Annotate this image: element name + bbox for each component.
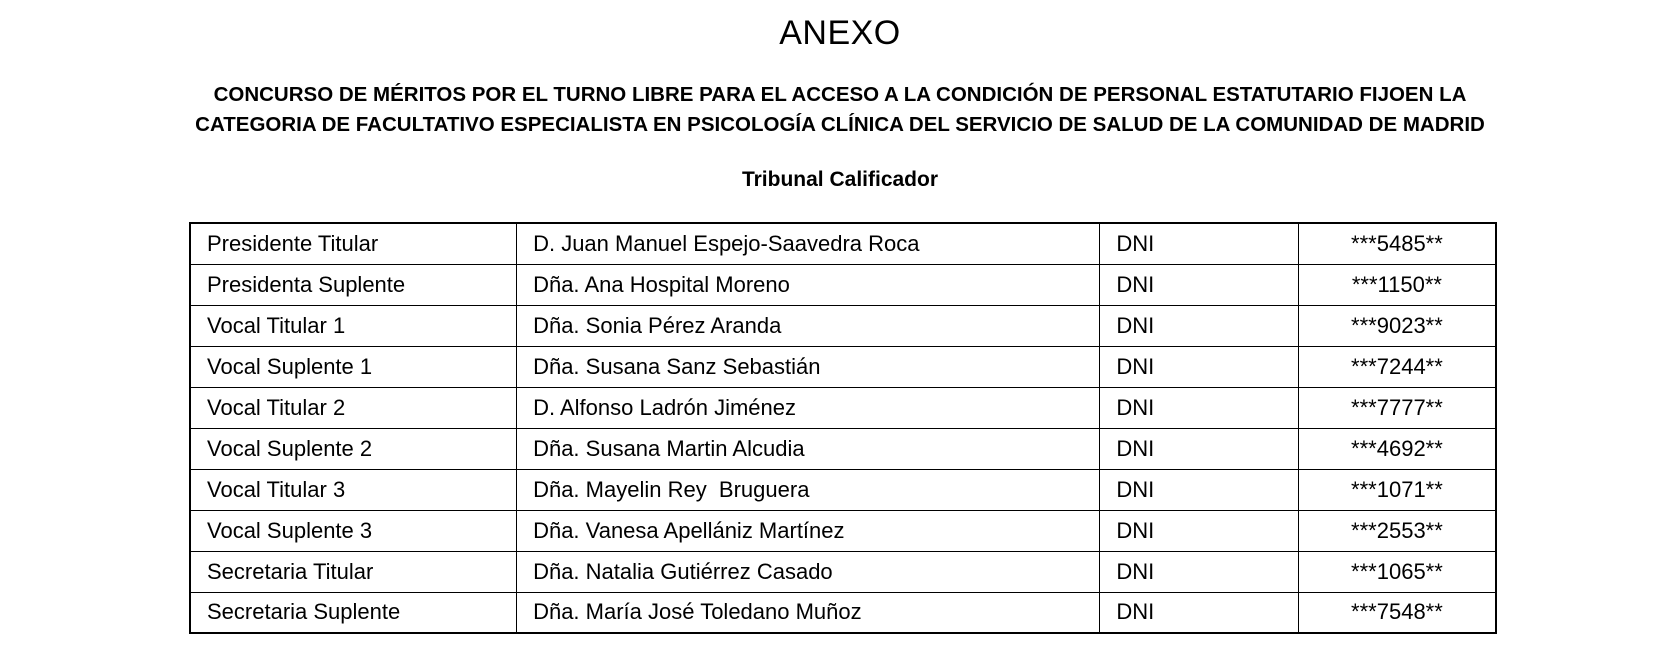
member-doc-number: ***1065** (1298, 551, 1496, 592)
member-doc-number: ***2553** (1298, 510, 1496, 551)
member-name: Dña. Natalia Gutiérrez Casado (517, 551, 1100, 592)
member-doc-type: DNI (1100, 592, 1298, 633)
table-row (190, 387, 1496, 428)
member-doc-type: DNI (1100, 387, 1298, 428)
member-doc-type: DNI (1100, 223, 1298, 264)
table-row (190, 510, 1496, 551)
member-doc-number: ***1071** (1298, 469, 1496, 510)
member-doc-number: ***9023** (1298, 305, 1496, 346)
member-doc-type: DNI (1100, 469, 1298, 510)
member-role: Vocal Suplente 3 (190, 510, 517, 551)
subtitle-line-2: CATEGORIA DE FACULTATIVO ESPECIALISTA EN PSICOLOGÍA CLÍNICA DEL SERVICIO DE SALUD DE LA COMUNIDAD DE MADRID (195, 113, 1485, 136)
member-name: Dña. Susana Martin Alcudia (517, 428, 1100, 469)
member-role: Vocal Titular 2 (190, 387, 517, 428)
table-row (190, 469, 1496, 510)
member-role: Vocal Titular 3 (190, 469, 517, 510)
member-role: Presidenta Suplente (190, 264, 517, 305)
member-role: Secretaria Suplente (190, 592, 517, 633)
table-row (190, 264, 1496, 305)
member-role: Secretaria Titular (190, 551, 517, 592)
table-row (190, 428, 1496, 469)
member-doc-number: ***5485** (1298, 223, 1496, 264)
table-row (190, 223, 1496, 264)
member-name: Dña. Vanesa Apellániz Martínez (517, 510, 1100, 551)
member-doc-number: ***7244** (1298, 346, 1496, 387)
page-title: ANEXO (779, 14, 901, 52)
member-doc-type: DNI (1100, 428, 1298, 469)
member-name: D. Alfonso Ladrón Jiménez (517, 387, 1100, 428)
member-doc-number: ***7777** (1298, 387, 1496, 428)
member-role: Presidente Titular (190, 223, 517, 264)
table-row (190, 346, 1496, 387)
member-doc-number: ***1150** (1298, 264, 1496, 305)
member-doc-type: DNI (1100, 305, 1298, 346)
member-doc-number: ***4692** (1298, 428, 1496, 469)
table-row (190, 592, 1496, 633)
member-role: Vocal Titular 1 (190, 305, 517, 346)
subtitle-line-1: CONCURSO DE MÉRITOS POR EL TURNO LIBRE PARA EL ACCESO A LA CONDICIÓN DE PERSONAL ESTATUTARIO FIJOEN LA (213, 83, 1467, 106)
table-row (190, 551, 1496, 592)
section-title: Tribunal Calificador (741, 168, 939, 191)
member-doc-type: DNI (1100, 346, 1298, 387)
document-subtitle (0, 80, 1680, 140)
tribunal-table (189, 222, 1497, 634)
member-name: Dña. Susana Sanz Sebastián (517, 346, 1100, 387)
member-role: Vocal Suplente 1 (190, 346, 517, 387)
member-name: Dña. Ana Hospital Moreno (517, 264, 1100, 305)
table-row (190, 305, 1496, 346)
member-name: D. Juan Manuel Espejo-Saavedra Roca (517, 223, 1100, 264)
member-doc-type: DNI (1100, 264, 1298, 305)
member-doc-type: DNI (1100, 510, 1298, 551)
member-role: Vocal Suplente 2 (190, 428, 517, 469)
member-doc-type: DNI (1100, 551, 1298, 592)
member-doc-number: ***7548** (1298, 592, 1496, 633)
member-name: Dña. Sonia Pérez Aranda (517, 305, 1100, 346)
member-name: Dña. María José Toledano Muñoz (517, 592, 1100, 633)
member-name: Dña. Mayelin Rey Bruguera (517, 469, 1100, 510)
